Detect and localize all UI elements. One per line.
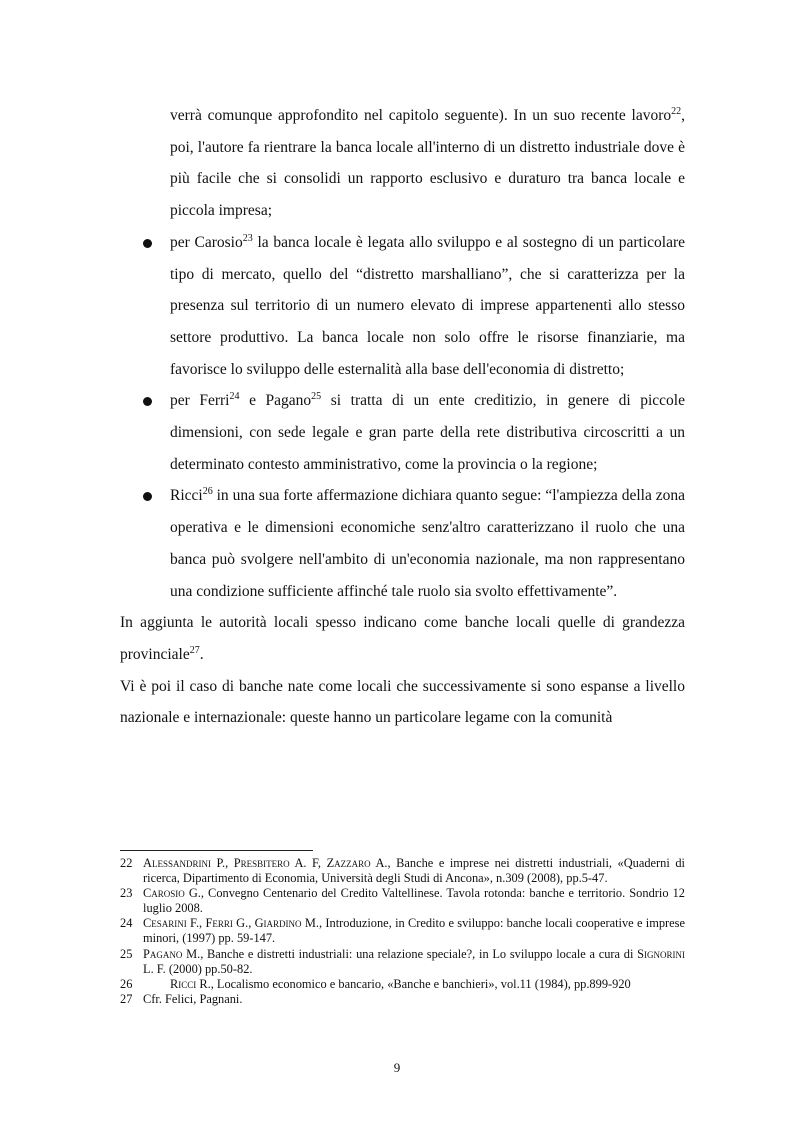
footnote-text: M., Banche e distretti industriali: una relazione speciale?, in Lo sviluppo locale a cura di xyxy=(182,946,638,961)
bullet-lead: per Carosio xyxy=(170,233,243,251)
paragraph-text: In aggiunta le autorità locali spesso indicano come banche locali quelle di grandezza provinciale xyxy=(120,614,685,663)
author-initial: A. F, xyxy=(289,856,327,870)
footnote-ref-27[interactable]: 27 xyxy=(189,644,200,656)
author-initial: P., xyxy=(210,856,234,870)
footnote-ref-24[interactable]: 24 xyxy=(229,391,240,403)
footnote-separator xyxy=(120,850,313,851)
bullet-dot-icon xyxy=(143,397,152,406)
footnote-text: G., Convegno Centenario del Credito Valtellinese. Tavola rotonda: banche e territorio. Sondrio 12 luglio 2008. xyxy=(143,886,685,916)
footnote-text-2: L. F. (2000) pp.50-82. xyxy=(143,961,253,976)
footnote-ref-25[interactable]: 25 xyxy=(311,391,322,403)
paragraph-end: . xyxy=(199,645,204,663)
author-name: Carosio xyxy=(143,886,185,901)
paragraph-text: Vi è poi il caso di banche nate come locali che successivamente si sono espanse a livello nazionale e internazionale: queste hanno un particolare legame con la comunità xyxy=(120,677,685,727)
bullet-dot-icon xyxy=(143,239,152,248)
author-name: Signorini xyxy=(637,946,685,961)
author-name: Zazzaro xyxy=(326,856,371,870)
author-initial: F., xyxy=(186,916,206,931)
footnotes xyxy=(120,856,685,1007)
footnote-number: 25 xyxy=(120,946,133,961)
main-text xyxy=(120,100,685,734)
footnote-number: 23 xyxy=(120,886,133,901)
author-name: Giardino xyxy=(254,916,302,931)
author-name: Pagano xyxy=(143,946,183,961)
footnote-number: 24 xyxy=(120,916,133,931)
footnote-22 xyxy=(120,856,685,886)
continuation-text-2: , poi, l'autore fa rientrare la banca locale all'interno di un distretto industriale dove è più facile che si consolidi un rapporto esclusivo e duraturo tra banca locale e piccola impresa; xyxy=(170,107,685,220)
paragraph-autorita-locali xyxy=(120,607,685,670)
continuation-paragraph xyxy=(170,100,685,227)
footnote-24 xyxy=(120,916,685,946)
bullet-lead: per Ferri xyxy=(170,392,230,410)
footnote-25 xyxy=(120,947,685,977)
footnote-23 xyxy=(120,886,685,916)
bullet-mid: e Pagano xyxy=(239,392,312,410)
footnote-text: Cfr. Felici, Pagnani. xyxy=(143,991,243,1006)
author-name: Presbitero xyxy=(233,856,290,870)
author-name: Ricci xyxy=(170,976,197,991)
footnote-number: 27 xyxy=(120,991,133,1006)
author-initial: G., xyxy=(232,916,255,931)
footnote-text: A., Banche e imprese nei distretti industriali, «Quaderni di ricerca, Dipartimento di Economia, Università degli Studi di Ancona», n.309 (2008), pp.5-47. xyxy=(143,856,685,886)
footnote-ref-26[interactable]: 26 xyxy=(202,486,213,498)
bullet-text: la banca locale è legata allo sviluppo e al sostegno di un particolare tipo di mercato, quello del “distretto marshalliano”, che si caratterizza per la presenza sul territorio di un numero elevato di imprese appartenenti allo stesso settore produttivo. La banca locale non solo offre le risorse finanziarie, ma favorisce lo sviluppo delle esternalità alla base dell'economia di distretto; xyxy=(170,233,685,378)
footnote-text: M., Introduzione, in Credito e sviluppo: banche locali cooperative e imprese minori, (1997) pp. 59-147. xyxy=(143,916,685,946)
author-name: Ferri xyxy=(205,916,233,931)
footnote-number: 22 xyxy=(120,856,133,870)
continuation-text: verrà comunque approfondito nel capitolo seguente). In un suo recente lavoro xyxy=(170,107,672,124)
bullet-item-ferri-pagano xyxy=(170,385,685,480)
paragraph-banche-espanse xyxy=(120,671,685,734)
footnote-number: 26 xyxy=(120,976,133,991)
bullet-text: si tratta di un ente creditizio, in genere di piccole dimensioni, con sede legale e gran parte della rete distributiva circoscritti a un determinato contesto amministrativo, come la provincia o la regione; xyxy=(170,392,685,473)
author-name: Alessandrini xyxy=(143,856,211,870)
footnote-ref-23[interactable]: 23 xyxy=(242,232,253,244)
bullet-dot-icon xyxy=(143,492,152,501)
footnote-text: R., Localismo economico e bancario, «Banche e banchieri», vol.11 (1984), pp.899-920 xyxy=(196,976,631,991)
bullet-item-ricci xyxy=(170,480,685,607)
footnote-ref-22[interactable]: 22 xyxy=(671,106,682,117)
footnote-27 xyxy=(120,992,685,1007)
page-number: 9 xyxy=(393,1060,401,1075)
footnote-26 xyxy=(120,977,685,992)
bullet-text: in una sua forte affermazione dichiara quanto segue: “l'ampiezza della zona operativa e le dimensioni economiche senz'altro caratterizzano il ruolo che una banca può svolgere nell'ambito di un'economia nazionale, ma non rappresentano una condizione sufficiente affinché tale ruolo sia svolto effettivamente”. xyxy=(170,487,685,600)
author-name: Cesarini xyxy=(143,916,187,931)
bullet-lead: Ricci xyxy=(170,487,203,505)
bullet-item-carosio xyxy=(170,227,685,386)
